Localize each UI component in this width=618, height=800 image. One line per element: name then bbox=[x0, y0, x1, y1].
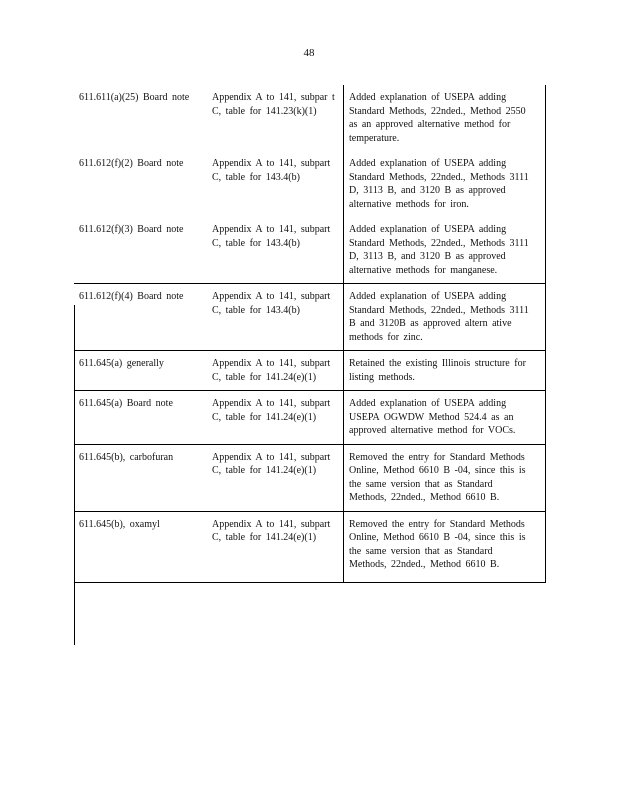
table-row bbox=[74, 391, 546, 445]
table-row bbox=[74, 217, 546, 284]
page-number: 48 bbox=[303, 47, 315, 59]
table-row bbox=[74, 151, 546, 217]
federal-source-cell: Appendix A to 141, subpart C, table for 143.4(b) bbox=[204, 284, 344, 351]
federal-source-cell: Appendix A to 141, subpart C, table for 141.24(e)(1) bbox=[204, 444, 344, 511]
comment-cell: Added explanation of USEPA adding Standard Methods, 22nded., Methods 3111 D, 3113 B, and 3120 B as approved alternative methods for iron. bbox=[344, 151, 546, 217]
section-cell: 611.612(f)(2) Board note bbox=[79, 158, 184, 169]
federal-source-cell: Appendix A to 141, subpart C, table for 143.4(b) bbox=[212, 158, 331, 183]
federal-source-cell: Appendix A to 141, subpart C, table for 141.24(e)(1) bbox=[204, 351, 344, 391]
table-row bbox=[74, 444, 546, 511]
table-row bbox=[74, 284, 546, 351]
comment-cell: Retained the existing Illinois structure for listing methods. bbox=[344, 351, 546, 391]
table-row bbox=[74, 85, 546, 151]
federal-source-cell: Appendix A to 141, subpart C, table for 143.4(b) bbox=[204, 217, 344, 284]
table-row bbox=[74, 351, 546, 391]
comment-cell: Added explanation of USEPA adding Standard Methods, 22nded., Method 2550 as an approved alternative method for temperature. bbox=[344, 85, 546, 151]
table-row bbox=[74, 511, 546, 582]
comment-cell: Added explanation of USEPA adding Standard Methods, 22nded., Methods 3111 B and 3120B as approved altern ative methods for zinc. bbox=[344, 284, 546, 351]
section-cell: 611.611(a)(25) Board note bbox=[79, 92, 190, 103]
section-cell: 611.645(a) Board note bbox=[74, 391, 204, 445]
section-cell: 611.645(a) generally bbox=[74, 351, 204, 391]
federal-source-cell: Appendix A to 141, subpart C, table for 141.24(e)(1) bbox=[204, 511, 344, 582]
comment-cell: Removed the entry for Standard Methods Online, Method 6610 B -04, since this is the same version that as Standard Methods, 22nded., Method 6610 B. bbox=[344, 444, 546, 511]
section-cell: 611.612(f)(4) Board note bbox=[74, 284, 204, 351]
comment-cell: Added explanation of USEPA adding Standard Methods, 22nded., Methods 3111 D, 3113 B, and 3120 B as approved alternative methods for manganese. bbox=[344, 217, 546, 284]
federal-source-cell: Appendix A to 141, subpar t C, table for 141.23(k)(1) bbox=[212, 92, 335, 117]
comment-cell: Removed the entry for Standard Methods Online, Method 6610 B -04, since this is the same version that as Standard Methods, 22nded., Method 6610 B. bbox=[344, 511, 546, 582]
comment-cell: Added explanation of USEPA adding USEPA OGWDW Method 524.4 as an approved alternative method for VOCs. bbox=[344, 391, 546, 445]
section-cell: 611.645(b), carbofuran bbox=[74, 444, 204, 511]
federal-source-cell: Appendix A to 141, subpart C, table for 141.24(e)(1) bbox=[204, 391, 344, 445]
section-cell: 611.612(f)(3) Board note bbox=[74, 217, 204, 284]
section-cell: 611.645(b), oxamyl bbox=[74, 511, 204, 582]
amendments-table bbox=[74, 85, 546, 583]
